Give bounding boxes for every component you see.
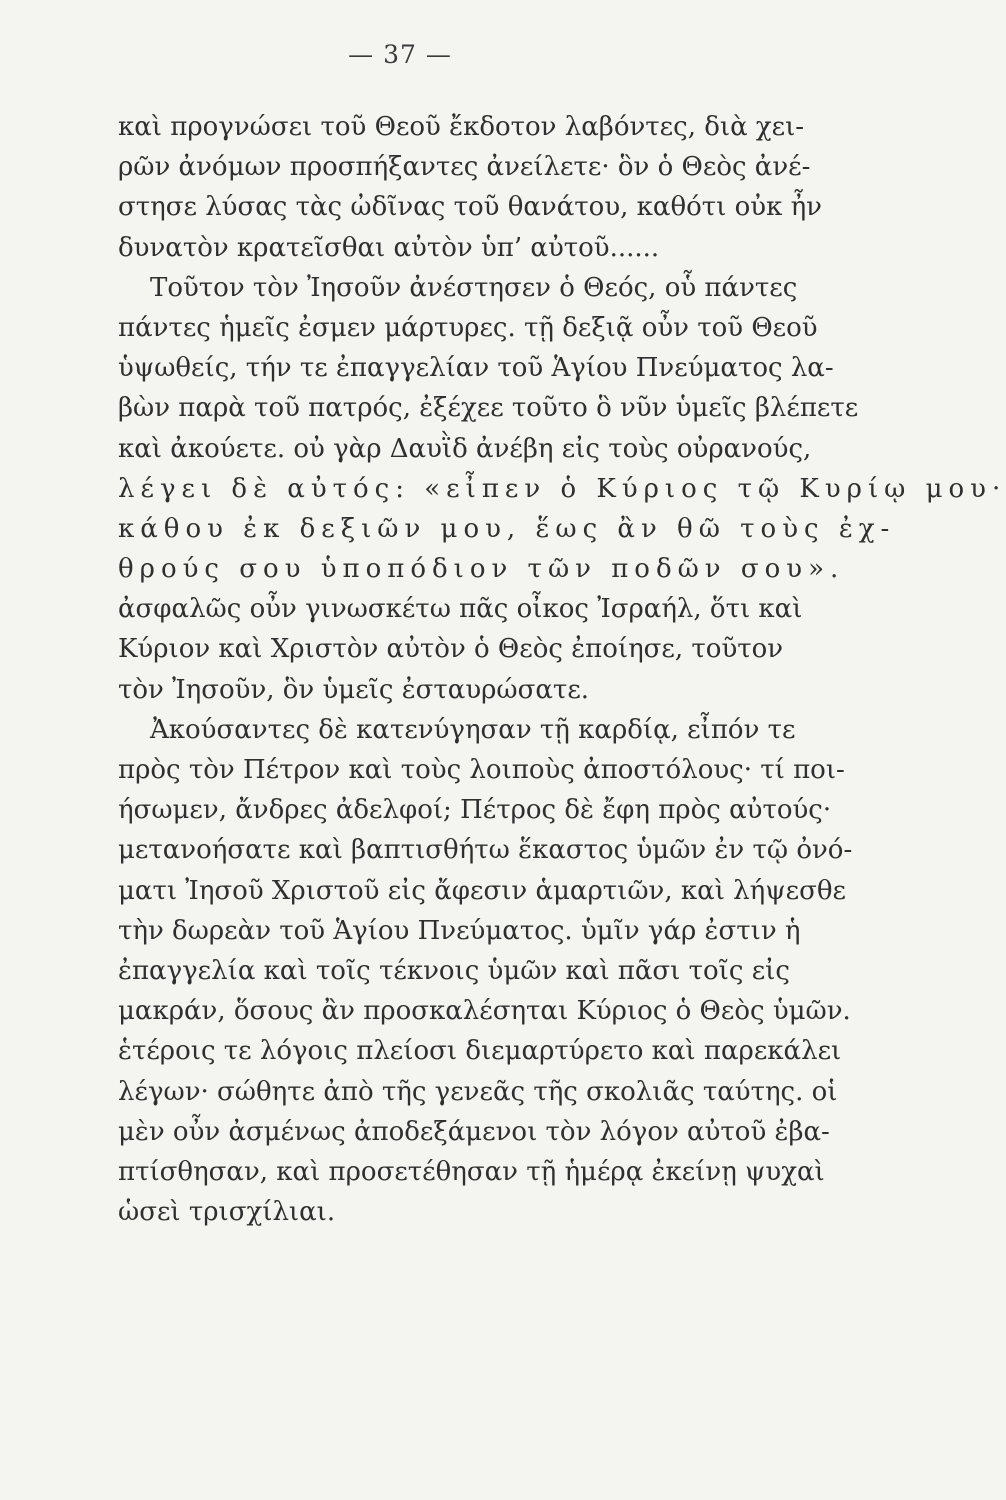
text-line: μὲν οὖν ἀσμένως ἀποδεξάμενοι τὸν λόγον αὐτοῦ ἐβα- (118, 1116, 830, 1147)
text-line: ήσωμεν, ἄνδρες ἀδελφοί; Πέτρος δὲ ἔφη πρὸς αὐτούς· (118, 795, 832, 826)
text-line: δυνατὸν κρατεῖσθαι αὐτὸν ὑπ’ αὐτοῦ...... (118, 232, 660, 263)
text-line: κάθου ἐκ δεξιῶν μου, ἕως ἂν θῶ τοὺς ἐχ- (118, 513, 896, 544)
text-line: τὸν Ἰησοῦν, ὃν ὑμεῖς ἐσταυρώσατε. (118, 674, 590, 705)
text-line: πρὸς τὸν Πέτρον καὶ τοὺς λοιποὺς ἀποστόλους· τί ποι- (118, 755, 845, 785)
text-line: καὶ ἀκούετε. οὐ γὰρ Δαυῒδ ἀνέβη εἰς τοὺς οὐρανούς, (118, 433, 812, 464)
text-line: λέγει δὲ αὐτός: «εἶπεν ὁ Κύριος τῷ Κυρίῳ μου· (118, 473, 1006, 504)
text-line: Τοῦτον τὸν Ἰησοῦν ἀνέστησεν ὁ Θεός, οὗ πάντες (150, 272, 798, 303)
text-line: στησε λύσας τὰς ὠδῖνας τοῦ θανάτου, καθότι οὐκ ἦν (118, 192, 822, 223)
text-line: πτίσθησαν, καὶ προσετέθησαν τῇ ἡμέρᾳ ἐκείνῃ ψυχαὶ (118, 1156, 825, 1187)
text-line: καὶ προγνώσει τοῦ Θεοῦ ἔκδοτον λαβόντες, διὰ χει- (118, 112, 805, 142)
text-line: ἑτέροις τε λόγοις πλείοσι διεμαρτύρετο καὶ παρεκάλει (118, 1036, 842, 1067)
text-line: ρῶν ἀνόμων προσπήξαντες ἀνείλετε· ὃν ὁ Θεὸς ἀνέ- (118, 152, 811, 183)
text-line: ὡσεὶ τρισχίλιαι. (118, 1197, 336, 1228)
body-text (118, 107, 1006, 1232)
text-line: ἀσφαλῶς οὖν γινωσκέτω πᾶς οἶκος Ἰσραήλ, ὅτι καὶ (118, 594, 803, 625)
text-line: Κύριον καὶ Χριστὸν αὐτὸν ὁ Θεὸς ἐποίησε, τοῦτον (118, 634, 784, 665)
text-line: μακράν, ὅσους ἂν προσκαλέσηται Κύριος ὁ Θεὸς ὑμῶν. (118, 996, 851, 1027)
text-line: τὴν δωρεὰν τοῦ Ἁγίου Πνεύματος. ὑμῖν γάρ ἐστιν ἡ (118, 915, 801, 946)
page-number: — 37 — (348, 40, 452, 69)
text-line: ματι Ἰησοῦ Χριστοῦ εἰς ἄφεσιν ἁμαρτιῶν, καὶ λήψεσθε (118, 875, 846, 906)
text-line: βὼν παρὰ τοῦ πατρός, ἐξέχεε τοῦτο ὃ νῦν ὑμεῖς βλέπετε (118, 393, 859, 424)
text-line: ὑψωθείς, τήν τε ἐπαγγελίαν τοῦ Ἁγίου Πνεύματος λα- (118, 353, 834, 384)
text-line: ἐπαγγελία καὶ τοῖς τέκνοις ὑμῶν καὶ πᾶσι τοῖς εἰς (118, 955, 790, 986)
text-line: θρούς σου ὑποπόδιον τῶν ποδῶν σου». (118, 554, 845, 585)
text-line: Ἀκούσαντες δὲ κατενύγησαν τῇ καρδίᾳ, εἶπόν τε (150, 714, 796, 745)
text-line: λέγων· σώθητε ἀπὸ τῆς γενεᾶς τῆς σκολιᾶς ταύτης. οἱ (118, 1076, 838, 1107)
text-line: πάντες ἡμεῖς ἐσμεν μάρτυρες. τῇ δεξιᾷ οὖν τοῦ Θεοῦ (118, 312, 818, 343)
text-line: μετανοήσατε καὶ βαπτισθήτω ἕκαστος ὑμῶν ἐν τῷ ὀνό- (118, 835, 853, 866)
